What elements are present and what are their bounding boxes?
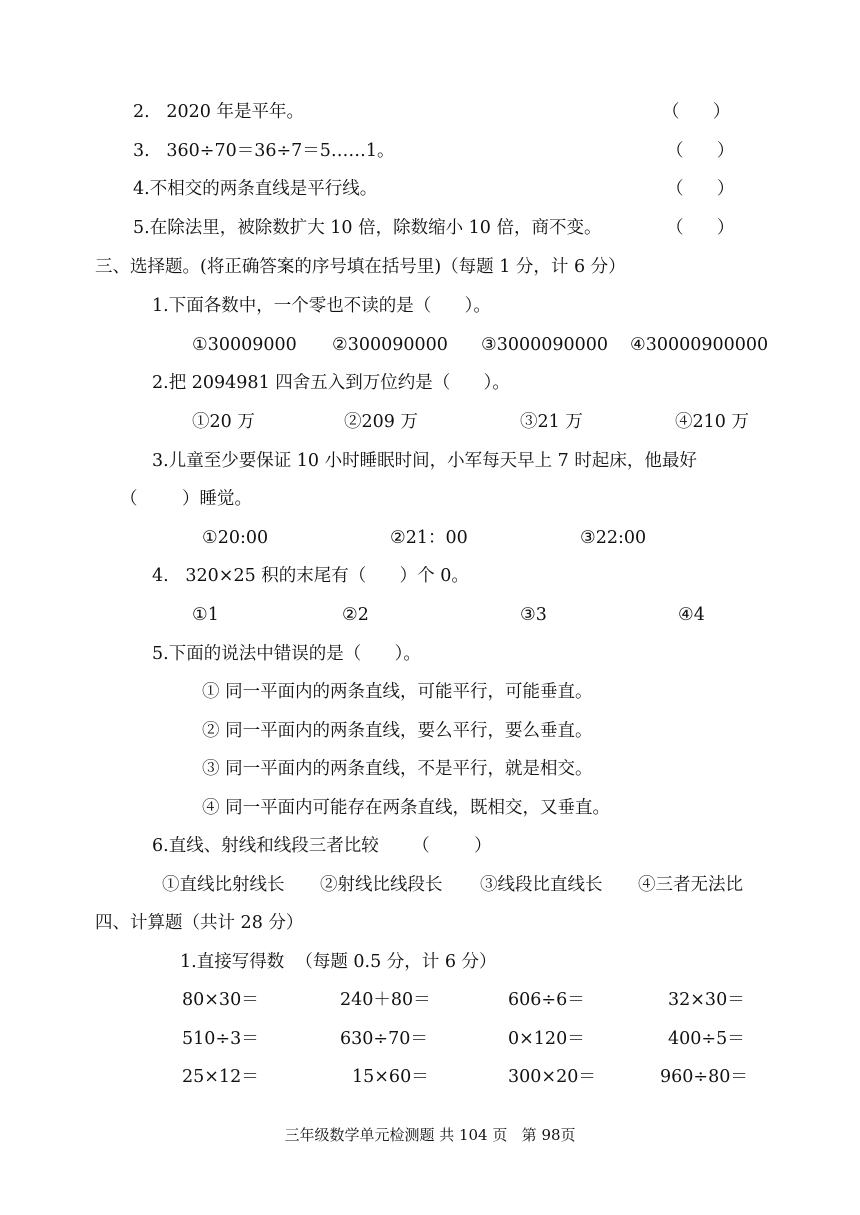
calc-item: 240＋80＝ [340, 990, 431, 1010]
choice-option[interactable]: ④210 万 [675, 412, 749, 432]
choice-option[interactable]: ③3 [520, 605, 547, 625]
choice-question-4: 4. 320×25 积的末尾有（ ）个 0。 [152, 566, 469, 586]
choice-option[interactable]: ③ 同一平面内的两条直线，不是平行，就是相交。 [202, 759, 593, 779]
answer-bracket-5[interactable]: （ ） [666, 218, 735, 238]
calculation-subheading: 1.直接写得数 （每题 0.5 分，计 6 分） [180, 952, 497, 972]
choice-option[interactable]: ②21：00 [390, 528, 468, 548]
choice-option[interactable]: ④三者无法比 [638, 875, 743, 895]
calc-item: 25×12＝ [182, 1067, 259, 1087]
choice-option[interactable]: ①30009000 [192, 335, 297, 355]
calc-item: 15×60＝ [352, 1067, 429, 1087]
calc-item: 510÷3＝ [182, 1029, 259, 1049]
section-heading-calculation: 四、计算题（共计 28 分） [95, 913, 304, 933]
page-footer: 三年级数学单元检测题 共 104 页 第 98页 [284, 1126, 576, 1144]
choice-option[interactable]: ①20:00 [202, 528, 269, 548]
section-heading-choice: 三、选择题。(将正确答案的序号填在括号里)（每题 1 分，计 6 分） [95, 257, 626, 277]
calc-item: 630÷70＝ [340, 1029, 428, 1049]
choice-option[interactable]: ①1 [192, 605, 219, 625]
judgement-item-5: 5.在除法里，被除数扩大 10 倍，除数缩小 10 倍，商不变。 [133, 218, 602, 238]
calc-item: 300×20＝ [508, 1067, 596, 1087]
choice-option[interactable]: ①直线比射线长 [162, 875, 285, 895]
choice-option[interactable]: ②300090000 [332, 335, 448, 355]
choice-option[interactable]: ①20 万 [192, 412, 255, 432]
choice-question-6: 6.直线、射线和线段三者比较 （ ） [152, 836, 492, 856]
calc-item: 606÷6＝ [508, 990, 585, 1010]
choice-option[interactable]: ④30000900000 [630, 335, 769, 355]
calc-item: 400÷5＝ [668, 1029, 745, 1049]
choice-option[interactable]: ③线段比直线长 [480, 875, 603, 895]
judgement-item-2: 2. 2020 年是平年。 [133, 102, 304, 122]
calc-item: 960÷80＝ [660, 1067, 748, 1087]
choice-option[interactable]: ④4 [678, 605, 705, 625]
choice-option[interactable]: ③22:00 [580, 528, 647, 548]
choice-question-3-continued: （ ）睡觉。 [120, 489, 253, 509]
choice-option[interactable]: ③3000090000 [481, 335, 609, 355]
choice-option[interactable]: ① 同一平面内的两条直线，可能平行，可能垂直。 [202, 682, 593, 702]
choice-option[interactable]: ③21 万 [520, 412, 583, 432]
calc-item: 32×30＝ [668, 990, 745, 1010]
judgement-item-3: 3. 360÷70＝36÷7＝5……1。 [133, 141, 395, 161]
choice-question-1: 1.下面各数中，一个零也不读的是（ ）。 [152, 296, 491, 316]
answer-bracket-4[interactable]: （ ） [666, 179, 735, 199]
choice-option[interactable]: ②2 [342, 605, 369, 625]
answer-bracket-2[interactable]: （ ） [662, 102, 731, 122]
answer-bracket-3[interactable]: （ ） [666, 141, 735, 161]
choice-option[interactable]: ④ 同一平面内可能存在两条直线，既相交，又垂直。 [202, 798, 611, 818]
calc-item: 80×30＝ [182, 990, 259, 1010]
choice-option[interactable]: ②209 万 [344, 412, 418, 432]
choice-question-2: 2.把 2094981 四舍五入到万位约是（ ）。 [152, 373, 510, 393]
calc-item: 0×120＝ [508, 1029, 585, 1049]
choice-question-5: 5.下面的说法中错误的是（ ）。 [152, 644, 421, 664]
choice-question-3: 3.儿童至少要保证 10 小时睡眠时间，小军每天早上 7 时起床，他最好 [152, 451, 697, 471]
judgement-item-4: 4.不相交的两条直线是平行线。 [133, 179, 378, 199]
choice-option[interactable]: ② 同一平面内的两条直线，要么平行，要么垂直。 [202, 721, 593, 741]
choice-option[interactable]: ②射线比线段长 [320, 875, 443, 895]
